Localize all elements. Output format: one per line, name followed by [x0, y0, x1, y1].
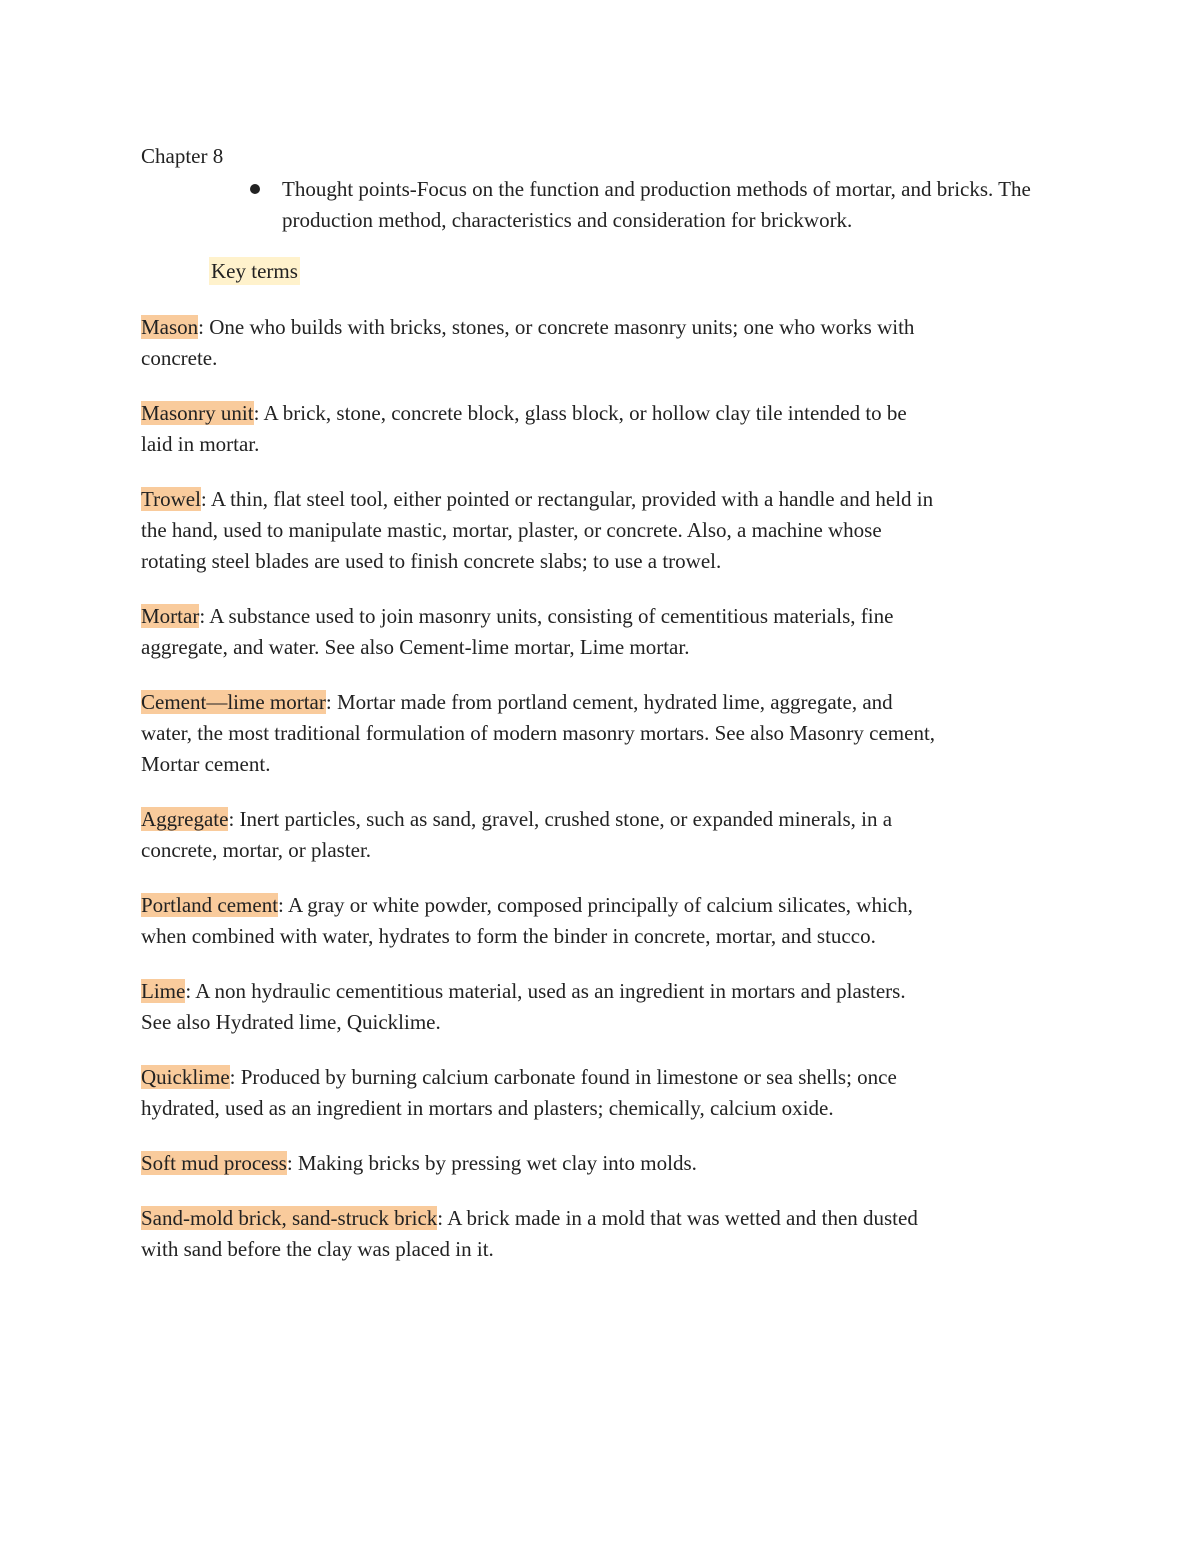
term-definition: : A gray or white powder, composed principally of calcium silicates, which, when combined with water, hydrates to form the binder in concrete, mortar, and stucco.	[141, 893, 913, 948]
term-definition: : A thin, flat steel tool, either pointed or rectangular, provided with a handle and held in the hand, used to manipulate mastic, mortar, plaster, or concrete. Also, a machine whose rotating steel blades are used to finish concrete slabs; to use a trowel.	[141, 487, 934, 573]
term-name: Masonry unit	[141, 401, 254, 425]
term-entry	[141, 601, 941, 663]
term-entry	[141, 1203, 941, 1265]
term-definition: : A non hydraulic cementitious material, used as an ingredient in mortars and plasters. See also Hydrated lime, Quicklime.	[141, 979, 906, 1034]
term-entry	[141, 890, 941, 952]
term-entry	[141, 1148, 941, 1179]
term-definition: : A brick, stone, concrete block, glass block, or hollow clay tile intended to be laid in mortar.	[141, 401, 907, 456]
term-definition: : Making bricks by pressing wet clay into molds.	[286, 1151, 697, 1175]
chapter-title: Chapter 8	[141, 144, 224, 168]
bullet-icon	[250, 184, 260, 194]
term-entry	[141, 804, 941, 866]
term-definition: : One who builds with bricks, stones, or concrete masonry units; one who works with concrete.	[141, 315, 915, 370]
term-entry	[141, 398, 941, 460]
term-name: Trowel	[141, 487, 201, 511]
term-entry	[141, 976, 941, 1038]
term-name: Mortar	[141, 604, 200, 628]
term-entry	[141, 312, 941, 374]
term-definition: : Inert particles, such as sand, gravel, crushed stone, or expanded minerals, in a concrete, mortar, or plaster.	[141, 807, 893, 862]
term-name: Lime	[141, 979, 186, 1003]
term-name: Cement—lime mortar	[141, 690, 326, 714]
bullet-text: Thought points-Focus on the function and production methods of mortar, and bricks. The production method, characteristics and consideration for brickwork.	[282, 177, 1031, 232]
term-name: Soft mud process	[141, 1151, 287, 1175]
term-name: Aggregate	[141, 807, 229, 831]
term-entry	[141, 1062, 941, 1124]
term-name: Quicklime	[141, 1065, 230, 1089]
term-definition: : A brick made in a mold that was wetted and then dusted with sand before the clay was placed in it.	[141, 1206, 918, 1261]
term-definition: : A substance used to join masonry units, consisting of cementitious materials, fine aggregate, and water. See also Cement-lime mortar, Lime mortar.	[141, 604, 894, 659]
term-entry	[141, 687, 941, 780]
term-definition: : Mortar made from portland cement, hydrated lime, aggregate, and water, the most traditional formulation of modern masonry mortars. See also Masonry cement, Mortar cement.	[141, 690, 936, 776]
term-name: Portland cement	[141, 893, 279, 917]
terms-list	[141, 312, 941, 1289]
term-name: Sand-mold brick, sand-struck brick	[141, 1206, 438, 1230]
term-entry	[141, 484, 941, 577]
key-terms-heading: Key terms	[211, 259, 298, 283]
term-definition: : Produced by burning calcium carbonate found in limestone or sea shells; once hydrated, used as an ingredient in mortars and plasters; chemically, calcium oxide.	[141, 1065, 897, 1120]
term-name: Mason	[141, 315, 199, 339]
